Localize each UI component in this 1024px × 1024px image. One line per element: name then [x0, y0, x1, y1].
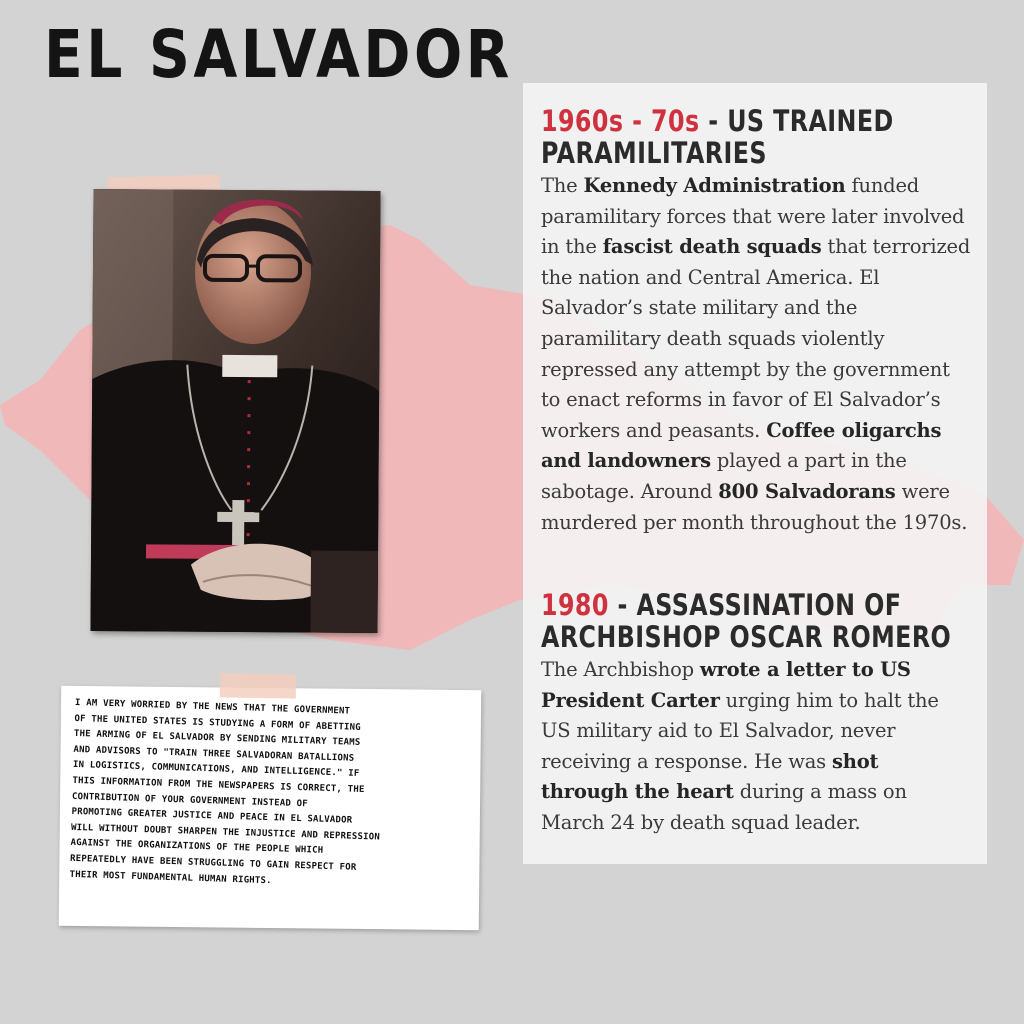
letter-line: THE ARMING OF EL SALVADOR BY SENDING MILITARY TEAMS [73, 729, 361, 749]
section-body-segment: were murdered per month throughout the 1970s. [541, 479, 968, 534]
section-heading [541, 589, 976, 653]
section-body-highlight: shot through the heart [541, 749, 879, 804]
section-body-segment: played a part in the sabotage. Around [541, 449, 907, 503]
letter-line: OF THE UNITED STATES IS STUDYING A FORM OF ABETTING [74, 713, 362, 733]
section-heading-date: 1960s - 70s [541, 104, 700, 138]
letter-line: REPEATEDLY HAVE BEEN STRUGGLING TO GAIN RESPECT FOR [69, 853, 357, 873]
section-body-highlight: 800 Salvadorans [718, 479, 896, 503]
letter-line: WILL WITHOUT DOUBT SHARPEN THE INJUSTICE AND REPRESSION [70, 822, 381, 843]
section-heading-date: 1980 [541, 588, 609, 622]
section-heading-title-line1: ASSASSINATION OF [636, 588, 902, 622]
section-body-highlight: fascist death squads [602, 235, 822, 259]
letter-line: IN LOGISTICS, COMMUNICATIONS, AND INTELLIGENCE." IF [72, 760, 360, 780]
section-body [541, 171, 971, 538]
section-heading [541, 105, 976, 169]
section-heading-title-line1: US TRAINED [727, 104, 894, 138]
timeline-section-1980 [541, 589, 971, 839]
timeline-section-1960s-70s [541, 105, 971, 538]
letter-text [69, 696, 467, 895]
section-heading-title-line2: PARAMILITARIES [541, 136, 767, 170]
section-heading-separator: - [608, 588, 637, 622]
section-body-segment: The Archbishop [541, 658, 700, 681]
letter-line: AGAINST THE ORGANIZATIONS OF THE PEOPLE WHICH [70, 838, 324, 857]
letter-line: I AM VERY WORRIED BY THE NEWS THAT THE GOVERNMENT [74, 697, 351, 717]
letter-line: PROMOTING GREATER JUSTICE AND PEACE IN EL SALVADOR [71, 807, 353, 826]
timeline-panel [523, 83, 987, 864]
section-body-segment: The [541, 174, 584, 197]
section-heading-separator: - [699, 104, 728, 138]
section-body-segment: funded paramilitary forces that were later involved in the [541, 174, 965, 259]
letter-tape [220, 673, 296, 698]
section-body-highlight: Coffee oligarchs and landowners [541, 418, 942, 473]
section-body-segment: that terrorized the nation and Central America. El Salvador’s state military and the paramilitary death squads violently repressed any attempt by the government to enact reforms in favor of El Salvador’s workers and peasants. [541, 235, 971, 442]
section-body-segment: urging him to halt the US military aid to El Salvador, never receiving a response. He was [541, 688, 939, 773]
letter-line: CONTRIBUTION OF YOUR GOVERNMENT INSTEAD OF [71, 791, 309, 809]
section-body-segment: during a mass on March 24 by death squad leader. [541, 780, 907, 834]
letter-line: AND ADVISORS TO "TRAIN THREE SALVADORAN BATALLIONS [73, 744, 355, 764]
romero-portrait-photo [90, 189, 380, 633]
romero-letter-excerpt [59, 686, 481, 930]
letter-line: THEIR MOST FUNDAMENTAL HUMAN RIGHTS. [69, 869, 272, 886]
page-title: EL SALVADOR [44, 16, 513, 93]
section-body-highlight: wrote a letter to US President Carter [541, 658, 911, 712]
section-body [541, 655, 971, 839]
section-body-highlight: Kennedy Administration [583, 174, 846, 197]
section-heading-title-line2: ARCHBISHOP OSCAR ROMERO [541, 620, 952, 654]
letter-line: THIS INFORMATION FROM THE NEWSPAPERS IS CORRECT, THE [72, 775, 365, 796]
